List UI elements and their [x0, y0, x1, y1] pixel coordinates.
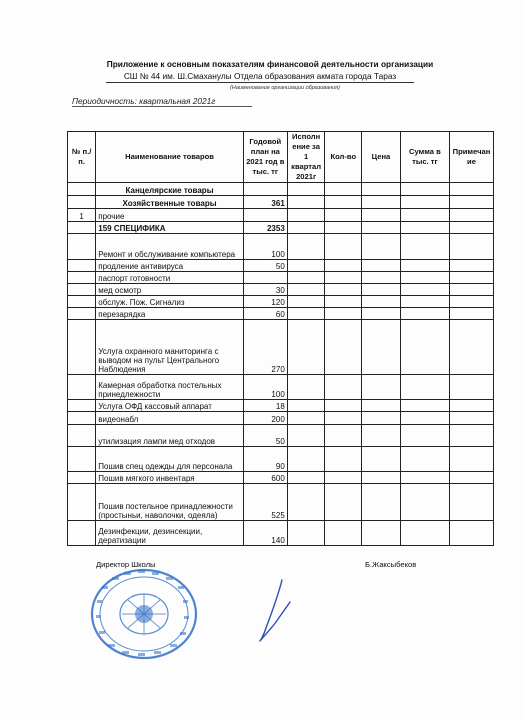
annual-plan-cell	[243, 209, 287, 222]
note-cell	[449, 472, 493, 484]
item-name-cell: Камерная обработка постельных принедлежности	[96, 375, 244, 400]
execution-cell	[287, 375, 325, 400]
row-number-cell	[68, 296, 96, 308]
sum-cell	[400, 209, 449, 222]
sum-cell	[400, 412, 449, 425]
item-name-cell: Пошив спец одежды для персонала	[96, 447, 244, 472]
quantity-cell	[325, 284, 362, 296]
column-header	[287, 132, 325, 183]
sum-cell	[400, 296, 449, 308]
annual-plan-cell: 361	[243, 196, 287, 209]
note-cell	[449, 196, 493, 209]
execution-cell	[287, 425, 325, 447]
execution-cell	[287, 320, 325, 375]
row-number-cell	[68, 183, 96, 196]
row-number-cell	[68, 260, 96, 272]
price-cell	[362, 375, 401, 400]
row-number-cell	[68, 472, 96, 484]
price-cell	[362, 209, 401, 222]
note-cell	[449, 375, 493, 400]
item-name-cell: Дезинфекции, дезинсекции, дератизации	[96, 521, 244, 546]
sum-cell	[400, 260, 449, 272]
sum-cell	[400, 320, 449, 375]
execution-cell	[287, 284, 325, 296]
note-cell	[449, 272, 493, 284]
execution-cell	[287, 222, 325, 234]
sum-cell	[400, 447, 449, 472]
price-cell	[362, 320, 401, 375]
column-header: Кол-во	[325, 132, 362, 183]
note-cell	[449, 183, 493, 196]
sum-cell	[400, 472, 449, 484]
execution-cell	[287, 209, 325, 222]
execution-cell	[287, 308, 325, 320]
sum-cell	[400, 222, 449, 234]
price-cell	[362, 308, 401, 320]
note-cell	[449, 296, 493, 308]
row-number-cell	[68, 425, 96, 447]
note-cell	[449, 222, 493, 234]
sum-cell	[400, 521, 449, 546]
organization-name: СШ № 44 им. Ш.Смаханулы Отдела образования акмата города Тараз	[106, 71, 414, 83]
execution-cell	[287, 447, 325, 472]
execution-cell	[287, 521, 325, 546]
periodicity: Периодичность: квартальная 2021г	[72, 96, 252, 107]
price-cell	[362, 521, 401, 546]
annual-plan-cell: 600	[243, 472, 287, 484]
price-cell	[362, 484, 401, 521]
column-header: Примечан ие	[449, 132, 493, 183]
row-number-cell	[68, 272, 96, 284]
item-name-cell: паспорт готовности	[96, 272, 244, 284]
item-name-cell: Ремонт и обслуживание компьютера	[96, 234, 244, 260]
quantity-cell	[325, 472, 362, 484]
item-name-cell: Услуга охранного маниторинга с выводом на пульт Центрального Наблюдения	[96, 320, 244, 375]
item-name-cell: мед осмотр	[96, 284, 244, 296]
price-cell	[362, 196, 401, 209]
price-cell	[362, 272, 401, 284]
table-row	[68, 234, 494, 260]
item-name-cell: утилизация лампи мед отходов	[96, 425, 244, 447]
column-header-text: Исполн ение за 1 квартал 2021г	[291, 132, 322, 181]
quantity-cell	[325, 296, 362, 308]
execution-cell	[287, 196, 325, 209]
execution-cell	[287, 260, 325, 272]
annual-plan-cell: 120	[243, 296, 287, 308]
price-cell	[362, 234, 401, 260]
annual-plan-cell: 100	[243, 234, 287, 260]
annual-plan-cell: 525	[243, 484, 287, 521]
handwritten-signature	[254, 578, 294, 644]
annual-plan-cell: 60	[243, 308, 287, 320]
sum-cell	[400, 272, 449, 284]
note-cell	[449, 400, 493, 412]
signer-name: Б.Жаксыбеков	[365, 560, 417, 569]
price-cell	[362, 447, 401, 472]
quantity-cell	[325, 196, 362, 209]
row-number-cell: 1	[68, 209, 96, 222]
table-row	[68, 308, 494, 320]
table-row	[68, 484, 494, 521]
quantity-cell	[325, 272, 362, 284]
table-row	[68, 412, 494, 425]
item-name-cell: прочие	[96, 209, 244, 222]
sum-cell	[400, 308, 449, 320]
sum-cell	[400, 183, 449, 196]
note-cell	[449, 234, 493, 260]
table-row	[68, 296, 494, 308]
document-title: Приложение к основным показателям финансовой деятельности организации	[106, 59, 434, 69]
table-row	[68, 183, 494, 196]
sum-cell	[400, 425, 449, 447]
annual-plan-cell: 30	[243, 284, 287, 296]
price-cell	[362, 222, 401, 234]
item-name-cell: Пошив мягкого инвентаря	[96, 472, 244, 484]
table-row	[68, 320, 494, 375]
column-header: Сумма в тыс. тг	[400, 132, 449, 183]
quantity-cell	[325, 222, 362, 234]
quantity-cell	[325, 308, 362, 320]
price-cell	[362, 400, 401, 412]
column-header: № п./п.	[68, 132, 96, 183]
row-number-cell	[68, 222, 96, 234]
table-row	[68, 209, 494, 222]
execution-cell	[287, 296, 325, 308]
quantity-cell	[325, 447, 362, 472]
row-number-cell	[68, 412, 96, 425]
table-row	[68, 284, 494, 296]
price-cell	[362, 296, 401, 308]
director-label: Директор Школы	[96, 560, 156, 569]
row-number-cell	[68, 521, 96, 546]
organization-caption: (Наименование организации образования)	[230, 85, 340, 91]
annual-plan-cell: 50	[243, 260, 287, 272]
table-row	[68, 260, 494, 272]
annual-plan-cell: 18	[243, 400, 287, 412]
table-row	[68, 196, 494, 209]
quantity-cell	[325, 425, 362, 447]
row-number-cell	[68, 234, 96, 260]
row-number-cell	[68, 284, 96, 296]
item-name-cell: 159 СПЕЦИФИКА	[96, 222, 244, 234]
table-row	[68, 222, 494, 234]
column-header: Наименование товаров	[96, 132, 244, 183]
execution-cell	[287, 412, 325, 425]
sum-cell	[400, 400, 449, 412]
sum-cell	[400, 484, 449, 521]
row-number-cell	[68, 375, 96, 400]
table-header-row	[68, 132, 494, 183]
price-cell	[362, 284, 401, 296]
note-cell	[449, 209, 493, 222]
execution-cell	[287, 400, 325, 412]
item-name-cell: обслуж. Пож. Сигнализ	[96, 296, 244, 308]
price-cell	[362, 412, 401, 425]
execution-cell	[287, 183, 325, 196]
table-row	[68, 472, 494, 484]
row-number-cell	[68, 308, 96, 320]
row-number-cell	[68, 196, 96, 209]
table-row	[68, 521, 494, 546]
table-row	[68, 447, 494, 472]
official-stamp	[88, 564, 200, 662]
note-cell	[449, 260, 493, 272]
note-cell	[449, 412, 493, 425]
annual-plan-cell: 90	[243, 447, 287, 472]
note-cell	[449, 447, 493, 472]
sum-cell	[400, 196, 449, 209]
table-row	[68, 375, 494, 400]
row-number-cell	[68, 320, 96, 375]
quantity-cell	[325, 183, 362, 196]
quantity-cell	[325, 209, 362, 222]
sum-cell	[400, 375, 449, 400]
note-cell	[449, 521, 493, 546]
annual-plan-cell: 270	[243, 320, 287, 375]
quantity-cell	[325, 521, 362, 546]
row-number-cell	[68, 447, 96, 472]
annual-plan-cell: 2353	[243, 222, 287, 234]
items-table	[67, 131, 494, 546]
note-cell	[449, 284, 493, 296]
item-name-cell: Хозяйственные товары	[96, 196, 244, 209]
price-cell	[362, 425, 401, 447]
annual-plan-cell: 50	[243, 425, 287, 447]
quantity-cell	[325, 400, 362, 412]
note-cell	[449, 484, 493, 521]
row-number-cell	[68, 400, 96, 412]
column-header: Цена	[362, 132, 401, 183]
quantity-cell	[325, 484, 362, 521]
execution-cell	[287, 484, 325, 521]
table-row	[68, 272, 494, 284]
item-name-cell: перезарядка	[96, 308, 244, 320]
annual-plan-cell	[243, 272, 287, 284]
annual-plan-cell: 200	[243, 412, 287, 425]
table-row	[68, 425, 494, 447]
annual-plan-cell	[243, 183, 287, 196]
price-cell	[362, 183, 401, 196]
quantity-cell	[325, 234, 362, 260]
item-name-cell: Канцелярские товары	[96, 183, 244, 196]
annual-plan-cell: 140	[243, 521, 287, 546]
note-cell	[449, 308, 493, 320]
sum-cell	[400, 234, 449, 260]
quantity-cell	[325, 412, 362, 425]
execution-cell	[287, 472, 325, 484]
sum-cell	[400, 284, 449, 296]
note-cell	[449, 320, 493, 375]
quantity-cell	[325, 320, 362, 375]
quantity-cell	[325, 260, 362, 272]
row-number-cell	[68, 484, 96, 521]
item-name-cell: Услуга ОФД кассовый аппарат	[96, 400, 244, 412]
annual-plan-cell: 100	[243, 375, 287, 400]
execution-cell	[287, 234, 325, 260]
price-cell	[362, 260, 401, 272]
quantity-cell	[325, 375, 362, 400]
note-cell	[449, 425, 493, 447]
item-name-cell: продление антивируса	[96, 260, 244, 272]
item-name-cell: видеонабл	[96, 412, 244, 425]
price-cell	[362, 472, 401, 484]
execution-cell	[287, 272, 325, 284]
column-header: Годовой план на 2021 год в тыс. тг	[243, 132, 287, 183]
table-row	[68, 400, 494, 412]
item-name-cell: Пошив постельное принадлежности (простыньи, наволочки, одеяла)	[96, 484, 244, 521]
